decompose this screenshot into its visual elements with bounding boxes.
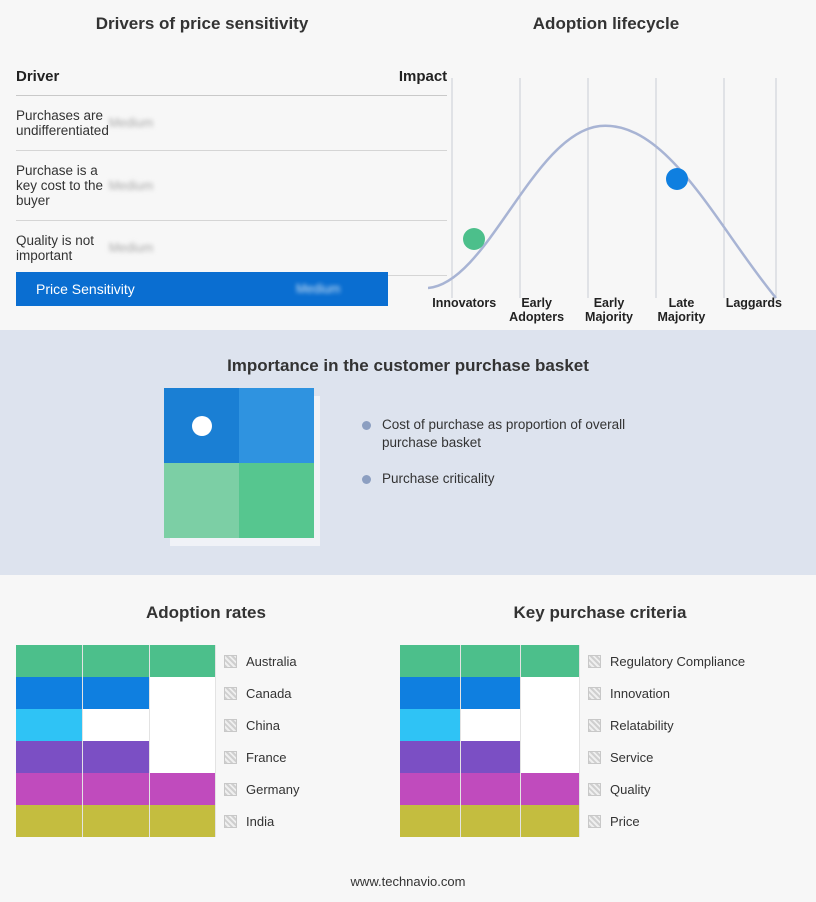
category-name: Canada <box>246 685 292 701</box>
quadrant-top-left <box>164 388 239 463</box>
bar-label <box>580 814 640 829</box>
legend-label: Cost of purchase as proportion of overall purchase basket <box>382 417 626 450</box>
marker-late-majority <box>666 168 688 190</box>
pattern-swatch-icon <box>224 719 237 732</box>
bar <box>400 773 580 805</box>
quadrant-bottom-left <box>164 463 239 538</box>
category-name: India <box>246 813 275 829</box>
bar-label <box>216 814 274 829</box>
bar-label <box>580 750 653 765</box>
pattern-swatch-icon <box>224 655 237 668</box>
key-purchase-criteria-panel <box>400 603 800 837</box>
legend-item <box>362 470 652 488</box>
pattern-swatch-icon <box>588 655 601 668</box>
stage-label-early-adopters: Early Adopters <box>509 296 565 324</box>
pattern-swatch-icon <box>224 815 237 828</box>
bar <box>16 709 83 741</box>
chart-row <box>16 677 396 709</box>
pattern-swatch-icon <box>588 687 601 700</box>
driver-impact: Medium <box>109 221 447 276</box>
pattern-swatch-icon <box>588 815 601 828</box>
category-name: Innovation <box>610 685 670 701</box>
highlight-dot <box>192 416 212 436</box>
chart-row <box>16 805 396 837</box>
lifecycle-stage-labels <box>428 296 790 324</box>
category-name: Relatability <box>610 717 674 733</box>
top-band <box>0 0 816 330</box>
chart-row <box>16 741 396 773</box>
bar-label <box>216 718 280 733</box>
table-header-row <box>16 68 447 96</box>
quadrant-top-right <box>239 388 314 463</box>
legend-label: Purchase criticality <box>382 471 495 486</box>
bar-label <box>580 718 674 733</box>
pattern-swatch-icon <box>224 687 237 700</box>
bar <box>16 805 216 837</box>
bullet-icon <box>362 475 371 484</box>
category-name: Regulatory Compliance <box>610 653 746 669</box>
bar <box>400 645 580 677</box>
marker-innovators <box>463 228 485 250</box>
price-sensitivity-value: Medium <box>296 282 341 296</box>
chart-row <box>400 773 800 805</box>
chart-row <box>16 645 396 677</box>
bar-label <box>580 686 670 701</box>
table-row <box>16 151 447 221</box>
key-criteria-chart <box>400 645 800 837</box>
bottom-band <box>0 575 816 902</box>
category-name: France <box>246 749 287 765</box>
quadrant-figure <box>164 388 322 546</box>
bar <box>16 677 150 709</box>
bar <box>16 773 216 805</box>
pattern-swatch-icon <box>224 751 237 764</box>
bar-label <box>216 782 299 797</box>
table-row <box>16 221 447 276</box>
purchase-basket-band <box>0 330 816 575</box>
pattern-swatch-icon <box>224 783 237 796</box>
category-name: Germany <box>246 781 300 797</box>
lifecycle-curve-chart <box>428 78 790 320</box>
stage-label-laggards: Laggards <box>725 296 782 310</box>
drivers-table <box>16 68 447 276</box>
basket-content <box>0 388 816 546</box>
basket-title: Importance in the customer purchase basket <box>227 356 589 375</box>
bullet-icon <box>362 421 371 430</box>
footer-url: www.technavio.com <box>350 874 466 889</box>
bar <box>400 805 580 837</box>
chart-row <box>400 677 800 709</box>
price-sensitivity-label: Price Sensitivity <box>36 281 135 297</box>
bar-label <box>580 654 745 669</box>
bar-label <box>216 686 292 701</box>
legend-item <box>362 416 652 452</box>
col-header-driver: Driver <box>16 68 109 96</box>
stage-label-early-majority: Early Majority <box>585 296 633 324</box>
pattern-swatch-icon <box>588 751 601 764</box>
chart-row <box>400 709 800 741</box>
quadrant-bottom-right <box>239 463 314 538</box>
basket-legend <box>362 388 652 546</box>
category-name: Australia <box>246 653 297 669</box>
driver-name: Purchases are undifferentiated <box>16 96 109 151</box>
category-name: Quality <box>610 781 651 797</box>
bar <box>400 709 460 741</box>
category-name: China <box>246 717 280 733</box>
chart-row <box>400 645 800 677</box>
lifecycle-title: Adoption lifecycle <box>532 14 680 33</box>
key-criteria-title: Key purchase criteria <box>513 603 687 622</box>
adoption-rates-panel <box>16 603 396 837</box>
adoption-rates-chart <box>16 645 396 837</box>
driver-impact: Medium <box>109 151 447 221</box>
drivers-title: Drivers of price sensitivity <box>95 14 309 33</box>
category-name: Price <box>610 813 640 829</box>
chart-row <box>16 773 396 805</box>
chart-row <box>16 709 396 741</box>
bar-label <box>580 782 650 797</box>
stage-label-late-majority: Late Majority <box>657 296 706 324</box>
bar <box>16 645 216 677</box>
driver-name: Purchase is a key cost to the buyer <box>16 151 109 221</box>
bar-label <box>216 654 297 669</box>
category-name: Service <box>610 749 654 765</box>
bar-label <box>216 750 286 765</box>
col-header-impact: Impact <box>109 68 447 96</box>
adoption-rates-title: Adoption rates <box>146 603 266 622</box>
bar <box>16 741 150 773</box>
adoption-lifecycle-panel <box>410 14 802 324</box>
driver-impact: Medium <box>109 96 447 151</box>
quadrant-grid <box>164 388 314 538</box>
chart-row <box>400 741 800 773</box>
price-sensitivity-summary-bar <box>16 272 388 306</box>
drivers-panel <box>16 14 448 276</box>
table-row <box>16 96 447 151</box>
driver-name: Quality is not important <box>16 221 109 276</box>
pattern-swatch-icon <box>588 719 601 732</box>
chart-row <box>400 805 800 837</box>
pattern-swatch-icon <box>588 783 601 796</box>
stage-label-innovators: Innovators <box>432 296 497 310</box>
